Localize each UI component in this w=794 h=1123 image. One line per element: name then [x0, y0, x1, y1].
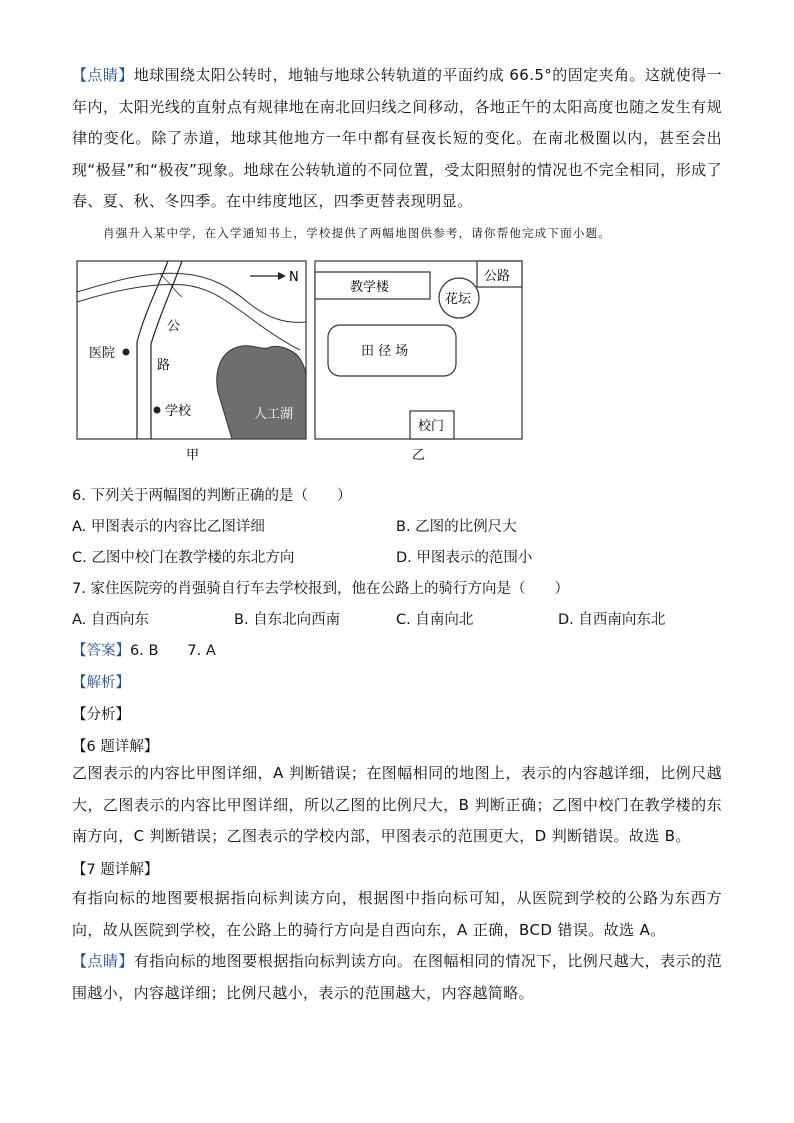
road-char-gong: 公 — [167, 319, 181, 334]
q6-option-a: A. 甲图表示的内容比乙图详细 — [72, 519, 265, 535]
dianjing-paragraph-1 — [72, 60, 722, 218]
track-field-label: 田 径 场 — [361, 344, 409, 359]
answer-tag: 【答案】 — [72, 643, 130, 659]
q7-detail-heading: 【7 题详解】 — [72, 862, 159, 878]
q6-detail-text: 乙图表示的内容比甲图详细，A 判断错误；在图幅相同的地图上，表示的内容越详细，比例尺越大，乙图表示的内容比甲图详细，所以乙图的比例尺大，B 判断正确；乙图中校门在教学楼的东南方向，C 判断错误；乙图表示的学校内部，甲图表示的范围更大，D 判断错误。故选 B。 — [72, 764, 722, 845]
road-yi-label: 公路 — [484, 269, 511, 284]
fenxi-heading: 【分析】 — [72, 707, 130, 723]
q6-option-c: C. 乙图中校门在教学楼的东北方向 — [72, 550, 295, 566]
dianjing-paragraph-2 — [72, 946, 722, 1009]
answer-line — [72, 639, 216, 660]
q7-option-a: A. 自西向东 — [72, 612, 149, 628]
map-jia — [77, 261, 306, 463]
q7-option-c: C. 自南向北 — [396, 612, 474, 628]
q6-option-b: B. 乙图的比例尺大 — [396, 519, 517, 535]
map-yi — [315, 261, 522, 463]
dianjing-tag-1: 【点睛】 — [72, 66, 134, 84]
teaching-building-label: 教学楼 — [350, 280, 390, 295]
q7-detail-text: 有指向标的地图要根据指向标判读方向，根据图中指向标可知，从医院到学校的公路为东西方向，故从医院到学校，在公路上的骑行方向是自西向东，A 正确，BCD 错误。故选 A。 — [72, 889, 722, 939]
q7-stem: 7. 家住医院旁的肖强骑自行车去学校报到，他在公路上的骑行方向是（ ） — [72, 581, 569, 597]
question-intro: 肖强升入某中学，在入学通知书上，学校提供了两幅地图供参考，请你帮他完成下面小题。 — [103, 226, 611, 240]
jiexi-heading: 【解析】 — [72, 675, 130, 691]
hospital-dot-icon — [123, 349, 130, 356]
school-dot-icon — [154, 407, 161, 414]
q7-option-d: D. 自西南向东北 — [558, 612, 666, 628]
school-gate-label: 校门 — [418, 419, 445, 434]
artificial-lake — [217, 346, 306, 439]
maps-figure — [0, 252, 794, 472]
q6-option-d: D. 甲图表示的范围小 — [396, 550, 533, 566]
north-label: N — [289, 270, 299, 285]
dianjing-tag-2: 【点睛】 — [72, 952, 134, 970]
hospital-label: 医院 — [89, 346, 116, 361]
dianjing-text-2: 有指向标的地图要根据指向标判读方向。在图幅相同的情况下，比例尺越大，表示的范围越小，内容越详细；比例尺越小，表示的范围越大，内容越简略。 — [72, 952, 722, 1002]
map-yi-caption: 乙 — [412, 448, 426, 463]
lake-label: 人工湖 — [254, 407, 294, 422]
road-char-lu: 路 — [157, 358, 171, 373]
flower-bed-label: 花坛 — [445, 292, 472, 307]
map-jia-caption: 甲 — [186, 448, 200, 463]
q7-option-b: B. 自东北向西南 — [234, 612, 341, 628]
school-label: 学校 — [165, 404, 192, 419]
answer-text: 6. B 7. A — [130, 643, 216, 659]
q6-detail-heading: 【6 题详解】 — [72, 739, 159, 755]
dianjing-text-1: 地球围绕太阳公转时，地轴与地球公转轨道的平面约成 66.5°的固定夹角。这就使得一年内，太阳光线的直射点有规律地在南北回归线之间移动，各地正午的太阳高度也随之发生有规律的变化。除了赤道，地球其他地方一年中都有昼夜长短的变化。在南北极圈以内，甚至会出现“极昼”和“极夜”现象。地球在公转轨道的不同位置，受太阳照射的情况也不完全相同，形成了春、夏、秋、冬四季。在中纬度地区，四季更替表现明显。 — [72, 66, 722, 210]
q6-stem: 6. 下列关于两幅图的判断正确的是（ ） — [72, 488, 352, 504]
